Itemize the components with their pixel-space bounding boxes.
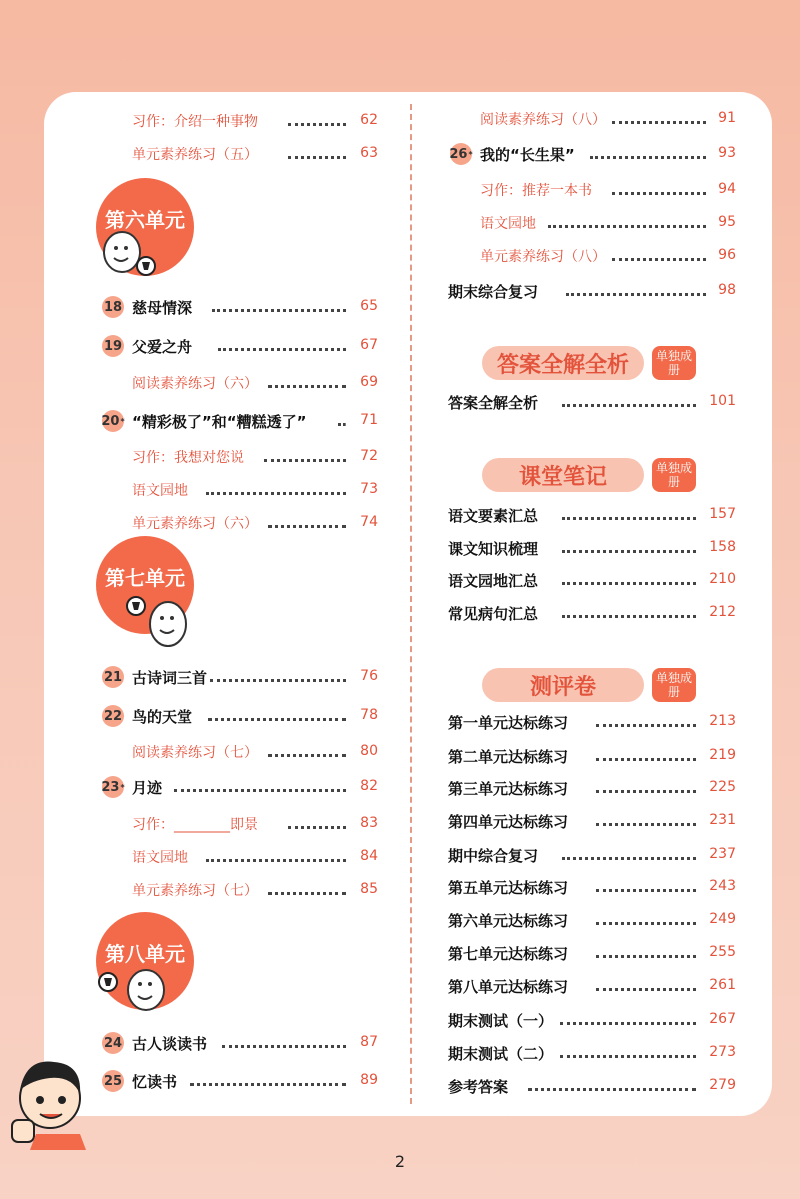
leader-dots [268, 754, 346, 757]
notes-separate-tag: 单独成册 [652, 458, 696, 492]
toc-entry-title[interactable]: 单元素养练习（七） [132, 883, 258, 899]
optional-lesson-mark: * [120, 782, 125, 792]
optional-lesson-mark: * [468, 149, 473, 159]
toc-entry-page: 219 [709, 747, 736, 763]
lesson-number-badge [102, 296, 124, 318]
leader-dots [206, 492, 346, 495]
toc-entry-page: 87 [360, 1034, 378, 1050]
leader-dots [222, 1045, 346, 1048]
toc-entry-page: 96 [718, 247, 736, 263]
toc-entry-page: 213 [709, 713, 736, 729]
toc-entry-title[interactable]: 期末测试（二） [448, 1045, 554, 1063]
toc-entry-title[interactable]: 单元素养练习（八） [480, 249, 606, 265]
toc-entry-page: 210 [709, 571, 736, 587]
toc-entry-title[interactable]: 第八单元达标练习 [448, 978, 569, 996]
lesson-number: 25 [103, 1073, 123, 1089]
unit-6-label: 第六单元 [105, 208, 185, 232]
toc-entry-title[interactable]: 语文园地 [480, 216, 536, 232]
toc-entry-title[interactable]: 古人谈读书 [132, 1035, 208, 1053]
toc-entry-title[interactable]: 第六单元达标练习 [448, 912, 569, 930]
toc-entry-title[interactable]: 课文知识梳理 [448, 540, 539, 558]
toc-entry-page: 249 [709, 911, 736, 927]
toc-entry-title[interactable]: 忆读书 [132, 1073, 178, 1091]
leader-dots [562, 582, 696, 585]
toc-entry-page: 62 [360, 112, 378, 128]
toc-entry-title[interactable]: 第三单元达标练习 [448, 780, 569, 798]
toc-entry-title[interactable]: 答案全解全析 [448, 394, 539, 412]
leader-dots [268, 525, 346, 528]
leader-dots [612, 121, 706, 124]
leader-dots [264, 459, 346, 462]
toc-entry-page: 65 [360, 298, 378, 314]
toc-entry-title[interactable]: 慈母情深 [132, 299, 193, 317]
lesson-number: 18 [103, 299, 123, 315]
toc-entry-title[interactable]: 参考答案 [448, 1078, 509, 1096]
toc-entry-page: 85 [360, 881, 378, 897]
toc-entry-page: 76 [360, 668, 378, 684]
toc-entry-page: 237 [709, 846, 736, 862]
lesson-number-badge [102, 1032, 124, 1054]
leader-dots [174, 789, 346, 792]
toc-entry-page: 279 [709, 1077, 736, 1093]
toc-entry-page: 78 [360, 707, 378, 723]
toc-entry-title[interactable]: 单元素养练习（五） [132, 147, 258, 163]
toc-entry-title[interactable]: 习作：推荐一本书 [480, 183, 592, 199]
toc-entry-page: 255 [709, 944, 736, 960]
leader-dots [596, 988, 696, 991]
leader-dots [208, 718, 346, 721]
toc-entry-title[interactable]: 阅读素养练习（七） [132, 745, 258, 761]
tests-heading: 测评卷 [482, 668, 644, 702]
toc-entry-page: 231 [709, 812, 736, 828]
leader-dots [528, 1088, 696, 1091]
answers-heading: 答案全解全析 [482, 346, 644, 380]
leader-dots [190, 1083, 346, 1086]
toc-entry-page: 95 [718, 214, 736, 230]
toc-entry-title[interactable]: 阅读素养练习（八） [480, 112, 606, 128]
toc-entry-title[interactable]: 月迹 [132, 779, 163, 797]
lesson-number: 26 [449, 146, 468, 162]
toc-entry-page: 89 [360, 1072, 378, 1088]
toc-entry-page: 73 [360, 481, 378, 497]
toc-entry-title[interactable]: 习作：介绍一种事物 [132, 114, 258, 130]
leader-dots [566, 293, 706, 296]
leader-dots [612, 258, 706, 261]
toc-entry-title[interactable]: 第七单元达标练习 [448, 945, 569, 963]
toc-entry-page: 71 [360, 412, 378, 428]
column-divider [410, 104, 412, 1104]
toc-entry-page: 225 [709, 779, 736, 795]
leader-dots [596, 955, 696, 958]
lesson-number: 23 [101, 779, 120, 795]
toc-entry-title[interactable]: 古诗词三首 [132, 669, 208, 687]
optional-lesson-mark: * [120, 416, 125, 426]
toc-entry-page: 84 [360, 848, 378, 864]
toc-entry-title[interactable]: 语文要素汇总 [448, 507, 539, 525]
toc-entry-title[interactable]: 单元素养练习（六） [132, 516, 258, 532]
leader-dots [562, 857, 696, 860]
toc-entry-page: 101 [709, 393, 736, 409]
leader-dots [590, 156, 706, 159]
lesson-number-badge [102, 776, 124, 798]
toc-entry-title[interactable]: 阅读素养练习（六） [132, 376, 258, 392]
leader-dots [596, 823, 696, 826]
dinosaur-mascot-icon [124, 592, 196, 652]
leader-dots [212, 309, 346, 312]
page-number: 2 [394, 1152, 406, 1171]
answers-separate-tag: 单独成册 [652, 346, 696, 380]
toc-entry-page: 94 [718, 181, 736, 197]
leader-dots [560, 1022, 696, 1025]
toc-entry-page: 69 [360, 374, 378, 390]
lesson-number: 19 [103, 338, 123, 354]
toc-entry-title[interactable]: 习作：我想对您说 [132, 450, 244, 466]
toc-entry-page: 261 [709, 977, 736, 993]
dinosaur-mascot-icon [96, 962, 172, 1012]
toc-entry-page: 273 [709, 1044, 736, 1060]
toc-entry-page: 83 [360, 815, 378, 831]
leader-dots [596, 758, 696, 761]
lesson-number-badge [102, 666, 124, 688]
toc-entry-title[interactable]: 第二单元达标练习 [448, 748, 569, 766]
toc-entry-page: 82 [360, 778, 378, 794]
toc-entry-page: 98 [718, 282, 736, 298]
leader-dots [562, 615, 696, 618]
leader-dots [562, 517, 696, 520]
toc-entry-page: 91 [718, 110, 736, 126]
toc-entry-page: 158 [709, 539, 736, 555]
toc-entry-title[interactable]: 第五单元达标练习 [448, 879, 569, 897]
leader-dots [268, 892, 346, 895]
unit-8-label: 第八单元 [105, 942, 185, 966]
toc-entry-page: 157 [709, 506, 736, 522]
toc-entry-title[interactable]: 鸟的天堂 [132, 708, 193, 726]
toc-entry-title[interactable]: “精彩极了”和“糟糕透了” [132, 413, 307, 431]
toc-entry-title[interactable]: 语文园地 [132, 850, 188, 866]
leader-dots [596, 790, 696, 793]
dinosaur-mascot-icon [96, 222, 160, 278]
lesson-number: 20 [101, 413, 120, 429]
lesson-number: 21 [103, 669, 123, 685]
toc-entry-title[interactable]: 习作：________即景 [132, 817, 258, 833]
leader-dots [562, 550, 696, 553]
leader-dots [596, 889, 696, 892]
toc-entry-title[interactable]: 常见病句汇总 [448, 605, 539, 623]
toc-entry-page: 63 [360, 145, 378, 161]
toc-entry-title[interactable]: 我的“长生果” [480, 146, 575, 164]
notes-heading: 课堂笔记 [482, 458, 644, 492]
toc-entry-title[interactable]: 期中综合复习 [448, 847, 539, 865]
toc-entry-page: 267 [709, 1011, 736, 1027]
toc-entry-page: 74 [360, 514, 378, 530]
tests-separate-tag: 单独成册 [652, 668, 696, 702]
leader-dots [596, 724, 696, 727]
lesson-number-badge [102, 705, 124, 727]
leader-dots [562, 404, 696, 407]
lesson-number-badge [102, 335, 124, 357]
toc-entry-page: 93 [718, 145, 736, 161]
leader-dots [210, 679, 346, 682]
toc-entry-page: 72 [360, 448, 378, 464]
leader-dots [268, 385, 346, 388]
toc-entry-title[interactable]: 期末综合复习 [448, 283, 539, 301]
toc-entry-title[interactable]: 语文园地 [132, 483, 188, 499]
leader-dots [206, 859, 346, 862]
leader-dots [548, 225, 706, 228]
toc-entry-page: 67 [360, 337, 378, 353]
leader-dots [560, 1055, 696, 1058]
leader-dots [218, 348, 346, 351]
cartoon-boy-thumbs-up-icon [6, 1050, 92, 1150]
toc-entry-title[interactable]: 期末测试（一） [448, 1012, 554, 1030]
lesson-number-badge [102, 410, 124, 432]
toc-entry-title[interactable]: 语文园地汇总 [448, 572, 539, 590]
lesson-number: 24 [103, 1035, 123, 1051]
lesson-number-badge [102, 1070, 124, 1092]
toc-entry-title[interactable]: 第四单元达标练习 [448, 813, 569, 831]
toc-entry-title[interactable]: 第一单元达标练习 [448, 714, 569, 732]
leader-dots [596, 922, 696, 925]
leader-dots [612, 192, 706, 195]
toc-entry-page: 243 [709, 878, 736, 894]
lesson-number: 22 [103, 708, 123, 724]
toc-entry-page: 212 [709, 604, 736, 620]
toc-entry-title[interactable]: 父爱之舟 [132, 338, 193, 356]
unit-7-label: 第七单元 [105, 566, 185, 590]
toc-entry-page: 80 [360, 743, 378, 759]
lesson-number-badge [450, 143, 472, 165]
